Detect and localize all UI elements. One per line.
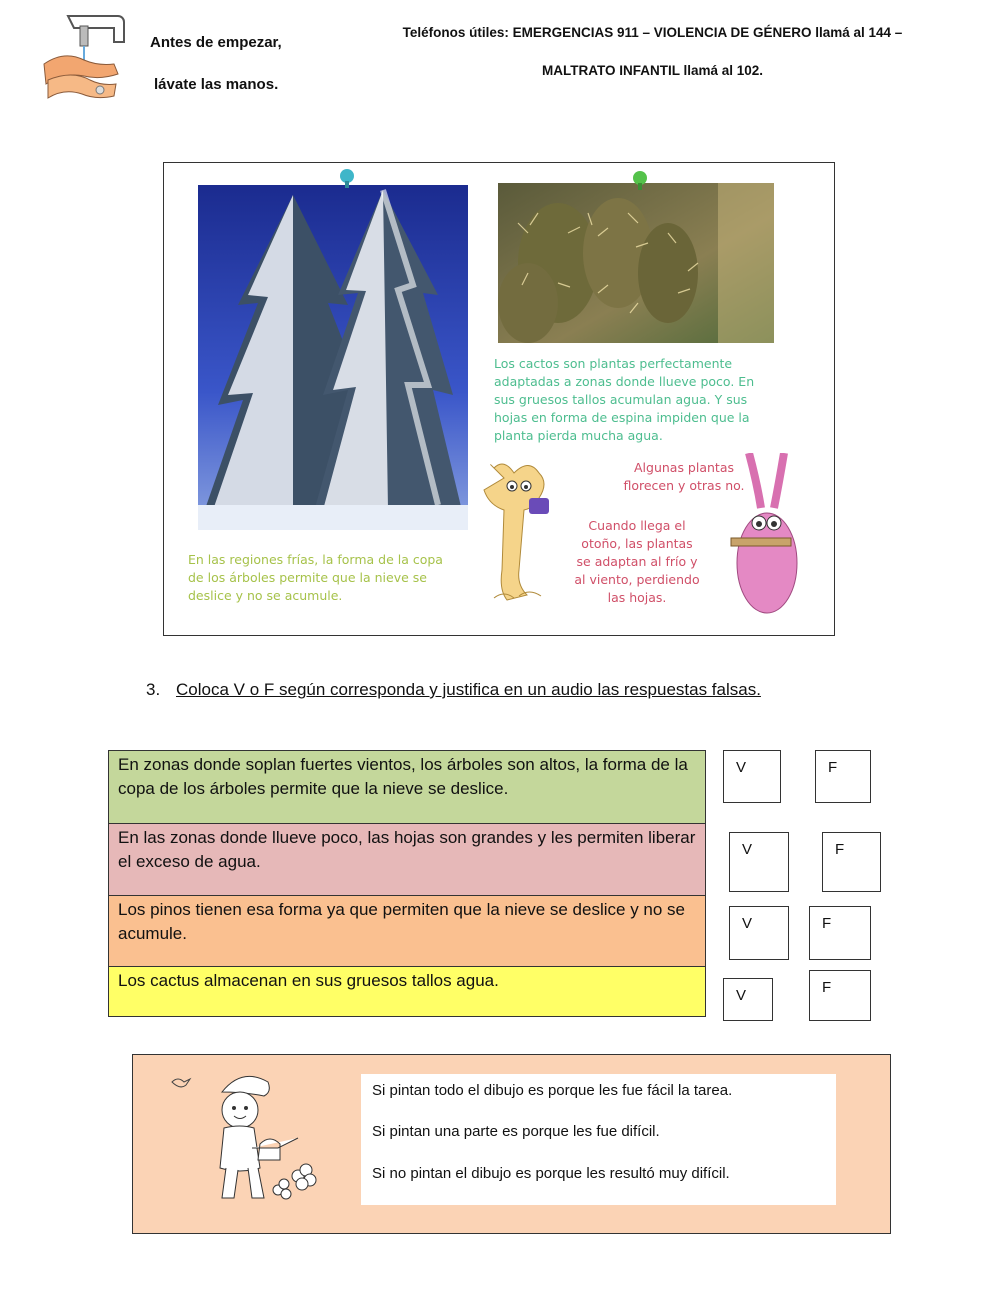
cactus-photo <box>498 183 774 343</box>
false-checkbox-row-2[interactable]: F <box>822 832 881 892</box>
bubble-line: se adaptan al frío y <box>576 554 698 569</box>
bubble-line: Algunas plantas <box>633 460 734 475</box>
caption-line: deslice y no se acumule. <box>188 588 343 603</box>
false-checkbox-row-4[interactable]: F <box>809 970 871 1021</box>
caption-line: hojas en forma de espina impiden que la <box>494 410 750 425</box>
bubble-line: florecen y otras no. <box>623 478 745 493</box>
bubble-line: otoño, las plantas <box>581 536 693 551</box>
yellow-character-illustration <box>474 458 564 608</box>
pink-rabbit-illustration <box>729 453 804 618</box>
true-checkbox-row-1[interactable]: V <box>723 750 781 803</box>
statement-text: Los pinos tienen esa forma ya que permiten que la nieve se deslice y no se acumule. <box>118 900 686 943</box>
exercise-number: 3. <box>146 680 161 699</box>
caption-line: sus gruesos tallos acumulan agua. Y sus <box>494 392 748 407</box>
pin-icon <box>337 167 357 189</box>
snowy-trees-photo <box>198 185 468 530</box>
statement-text: En zonas donde soplan fuertes vientos, los árboles son altos, la forma de la copa de los árboles permite que la nieve se deslice. <box>118 755 688 798</box>
caption-line: de los árboles permite que la nieve se <box>188 570 427 585</box>
statement-text: En las zonas donde llueve poco, las hojas son grandes y les permiten liberar el exceso de agua. <box>118 828 696 871</box>
pin-icon <box>630 169 650 191</box>
bubble-line: al viento, perdiendo <box>574 572 700 587</box>
statement-text: Los cactus almacenan en sus gruesos tallos agua. <box>118 971 499 990</box>
true-checkbox-row-2[interactable]: V <box>729 832 789 892</box>
header-phones-line1: Teléfonos útiles: EMERGENCIAS 911 – VIOLENCIA DE GÉNERO llamá al 144 – <box>402 25 903 40</box>
true-checkbox-row-4[interactable]: V <box>723 978 773 1021</box>
caption-line: planta pierda mucha agua. <box>494 428 663 443</box>
self-assessment-line-2: Si pintan una parte es porque les fue difícil. <box>372 1123 660 1140</box>
true-checkbox-row-3[interactable]: V <box>729 906 789 960</box>
header-handwash-line2: lávate las manos. <box>154 76 279 93</box>
speech-bubble-left <box>552 517 722 607</box>
caption-line: Los cactos son plantas perfectamente <box>494 356 733 371</box>
false-checkbox-row-1[interactable]: F <box>815 750 871 803</box>
bubble-line: las hojas. <box>607 590 667 605</box>
self-assessment-text-box <box>361 1074 836 1205</box>
statement-row-3 <box>108 895 706 967</box>
caption-line: adaptadas a zonas donde llueve poco. En <box>494 374 755 389</box>
header-handwash-line1: Antes de empezar, <box>150 34 282 51</box>
cold-regions-caption <box>188 551 443 605</box>
caption-line: En las regiones frías, la forma de la copa <box>188 552 443 567</box>
statement-row-2 <box>108 823 706 896</box>
girl-watering-flowers-illustration <box>160 1064 330 1214</box>
illustration-frame <box>163 162 835 636</box>
statement-row-1 <box>108 750 706 824</box>
header-phones-line2: MALTRATO INFANTIL llamá al 102. <box>541 63 764 78</box>
cactus-caption <box>494 355 754 445</box>
bubble-line: Cuando llega el <box>588 518 686 533</box>
self-assessment-line-3: Si no pintan el dibujo es porque les resultó muy difícil. <box>372 1165 730 1182</box>
exercise-instruction: Coloca V o F según corresponda y justifica en un audio las respuestas falsas. <box>176 680 761 699</box>
self-assessment-line-1: Si pintan todo el dibujo es porque les fue fácil la tarea. <box>372 1082 733 1099</box>
statement-row-4 <box>108 966 706 1017</box>
handwashing-icon <box>38 12 126 102</box>
false-checkbox-row-3[interactable]: F <box>809 906 871 960</box>
